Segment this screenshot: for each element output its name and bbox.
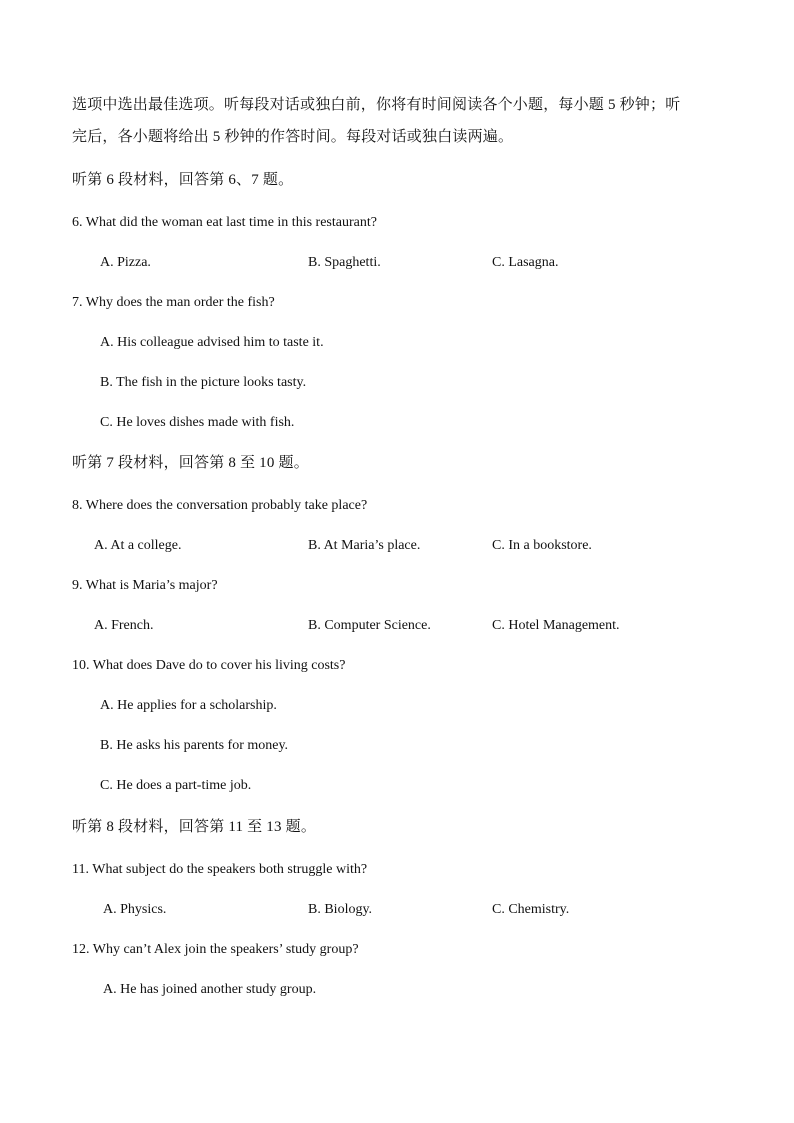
question-12-option-a: A. He has joined another study group. bbox=[103, 982, 317, 997]
question-6-option-a: A. Pizza. bbox=[100, 255, 151, 270]
question-12-stem: 12. Why can’t Alex join the speakers’ study group? bbox=[72, 942, 359, 957]
question-10-stem: 10. What does Dave do to cover his living costs? bbox=[72, 658, 346, 673]
question-10-option-b: B. He asks his parents for money. bbox=[100, 738, 289, 753]
instructions-line-2: 完后，各小题将给出 5 秒钟的作答时间。每段对话或独白读两遍。 bbox=[72, 129, 514, 145]
question-11-stem: 11. What subject do the speakers both struggle with? bbox=[72, 862, 368, 877]
question-9-option-a: A. French. bbox=[94, 618, 154, 633]
question-6-stem: 6. What did the woman eat last time in this restaurant? bbox=[72, 215, 377, 230]
question-6-option-b: B. Spaghetti. bbox=[308, 255, 381, 270]
section-header-6: 听第 6 段材料，回答第 6、7 题。 bbox=[72, 172, 294, 188]
question-9-option-b: B. Computer Science. bbox=[308, 618, 431, 633]
question-7-option-b: B. The fish in the picture looks tasty. bbox=[100, 375, 307, 390]
question-10-option-c: C. He does a part-time job. bbox=[100, 778, 252, 793]
question-11-option-b: B. Biology. bbox=[308, 902, 373, 917]
question-8-stem: 8. Where does the conversation probably take place? bbox=[72, 498, 368, 513]
question-8-option-a: A. At a college. bbox=[94, 538, 182, 553]
question-7-option-c: C. He loves dishes made with fish. bbox=[100, 415, 295, 430]
question-10-option-a: A. He applies for a scholarship. bbox=[100, 698, 277, 713]
section-header-7: 听第 7 段材料，回答第 8 至 10 题。 bbox=[72, 455, 309, 471]
question-8-option-c: C. In a bookstore. bbox=[492, 538, 592, 553]
question-6-option-c: C. Lasagna. bbox=[492, 255, 559, 270]
question-9-option-c: C. Hotel Management. bbox=[492, 618, 620, 633]
section-header-8: 听第 8 段材料，回答第 11 至 13 题。 bbox=[72, 819, 317, 835]
question-9-stem: 9. What is Maria’s major? bbox=[72, 578, 218, 593]
question-7-option-a: A. His colleague advised him to taste it. bbox=[100, 335, 324, 350]
instructions-line-1: 选项中选出最佳选项。听每段对话或独白前，你将有时间阅读各个小题，每小题 5 秒钟；听 bbox=[72, 97, 681, 113]
question-11-option-a: A. Physics. bbox=[103, 902, 167, 917]
question-11-option-c: C. Chemistry. bbox=[492, 902, 570, 917]
question-7-stem: 7. Why does the man order the fish? bbox=[72, 295, 275, 310]
question-8-option-b: B. At Maria’s place. bbox=[308, 538, 421, 553]
